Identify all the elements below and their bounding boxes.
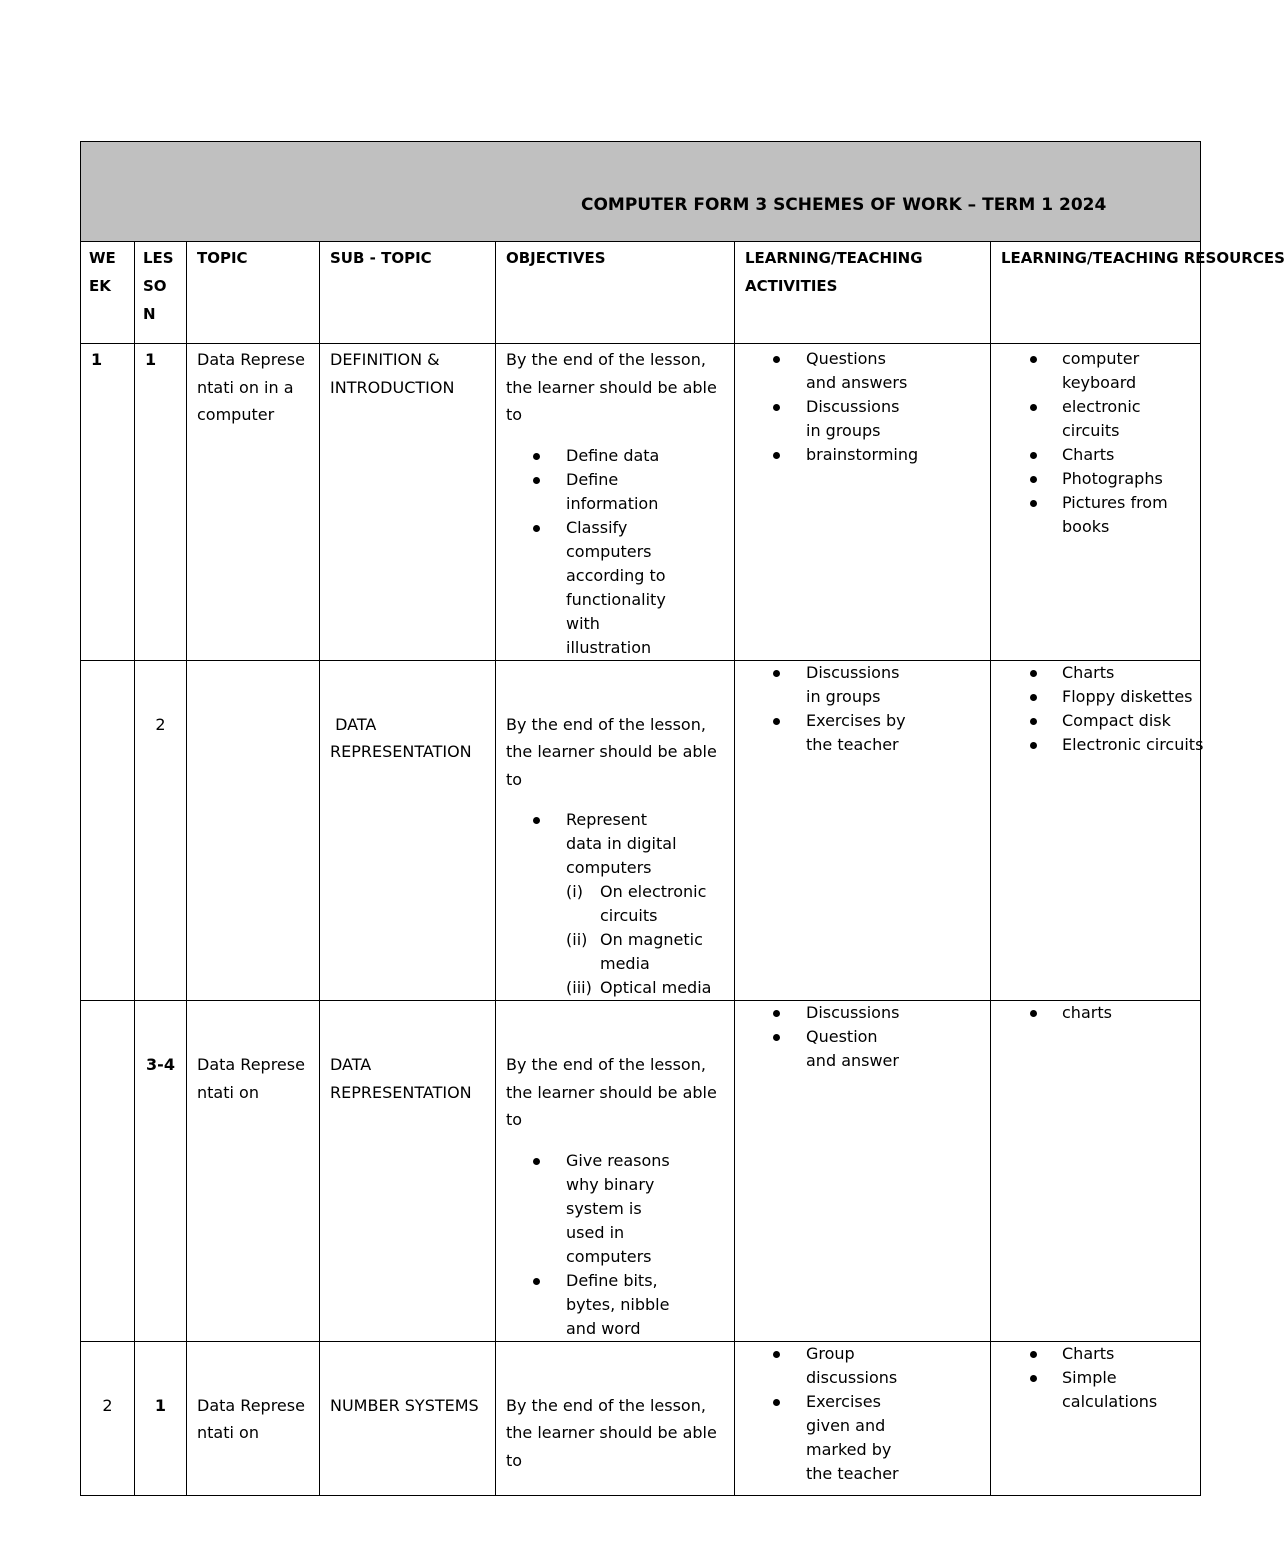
subtopic-cell: DEFINITION & INTRODUCTION	[320, 344, 496, 661]
lesson-cell: 1	[135, 344, 187, 661]
activities-cell	[735, 1001, 991, 1342]
list-item: Group discussions	[735, 1342, 920, 1390]
resources-cell	[991, 344, 1201, 661]
table-row	[81, 1341, 1201, 1495]
objectives-cell	[496, 344, 735, 661]
activities-cell	[735, 1341, 991, 1495]
header-topic: TOPIC	[187, 242, 320, 344]
topic-cell	[187, 660, 320, 1001]
resources-cell	[991, 1001, 1201, 1342]
list-item: Discussions	[735, 1001, 910, 1025]
sub-objective-list	[496, 880, 726, 1000]
list-item: brainstorming	[735, 443, 910, 467]
subtopic-cell: NUMBER SYSTEMS	[320, 1341, 496, 1495]
objective-list	[496, 444, 676, 660]
header-subtopic: SUB - TOPIC	[320, 242, 496, 344]
header-resources: LEARNING/TEACHING RESOURCES	[991, 242, 1201, 344]
list-item: Discussions in groups	[735, 661, 910, 709]
list-item: Define data	[496, 444, 676, 468]
resource-list	[991, 1342, 1176, 1414]
list-item: Charts	[991, 443, 1176, 467]
activities-cell	[735, 660, 991, 1001]
lesson-cell: 1	[135, 1341, 187, 1495]
list-item: Question and answer	[735, 1025, 910, 1073]
topic-cell: Data Representati on	[187, 1341, 320, 1495]
list-item: Give reasons why binary system is used in computers	[496, 1149, 681, 1269]
activity-list	[735, 1342, 920, 1486]
lesson-cell: 2	[135, 660, 187, 1001]
activity-list	[735, 661, 910, 757]
list-item: Define information	[496, 468, 676, 516]
list-item: Questions and answers	[735, 347, 910, 395]
list-item: Discussions in groups	[735, 395, 910, 443]
resource-list	[991, 661, 1204, 757]
table-row	[81, 344, 1201, 661]
header-week: WE EK	[81, 242, 135, 344]
list-item: Exercises given and marked by the teacher	[735, 1390, 920, 1486]
list-item: Floppy diskettes	[991, 685, 1200, 709]
list-item: computer keyboard	[991, 347, 1176, 395]
list-item: Represent data in digital computers	[496, 808, 686, 880]
scheme-of-work-table	[80, 141, 1285, 1496]
week-cell: 2	[81, 1341, 135, 1495]
list-item: Pictures from books	[991, 491, 1176, 539]
objectives-cell	[496, 1341, 735, 1495]
objective-lead: By the end of the lesson, the learner should be able to	[506, 350, 717, 424]
objective-list	[496, 808, 686, 880]
activities-cell	[735, 344, 991, 661]
resources-cell	[991, 1341, 1201, 1495]
resource-list	[991, 1001, 1200, 1025]
objective-lead: By the end of the lesson, the learner should be able to	[506, 1055, 717, 1129]
table-row	[81, 660, 1201, 1001]
list-item: Simple calculations	[991, 1366, 1176, 1414]
resources-cell	[991, 660, 1204, 1001]
document-title: COMPUTER FORM 3 SCHEMES OF WORK – TERM 1 2024	[581, 195, 1107, 215]
objectives-cell	[496, 1001, 735, 1342]
header-row	[81, 242, 1201, 344]
list-item: Define bits, bytes, nibble and word	[496, 1269, 681, 1341]
week-cell	[81, 1001, 135, 1342]
topic-cell: Data Representati on	[187, 1001, 320, 1342]
list-item: (i) On electronic circuits	[566, 882, 707, 925]
list-item: Classify computers according to functionality with illustration	[496, 516, 676, 660]
activity-list	[735, 1001, 910, 1073]
topic-cell: Data Representati on in a computer	[187, 344, 320, 661]
list-item: electronic circuits	[991, 395, 1176, 443]
header-objectives: OBJECTIVES	[496, 242, 735, 344]
header-activities: LEARNING/TEACHING ACTIVITIES	[735, 242, 991, 344]
list-item: Compact disk	[991, 709, 1200, 733]
week-cell: 1	[81, 344, 135, 661]
list-item: Exercises by the teacher	[735, 709, 910, 757]
list-item: charts	[991, 1001, 1200, 1025]
resource-list	[991, 347, 1176, 539]
list-item: (iii) Optical media	[566, 978, 712, 997]
objective-lead: By the end of the lesson, the learner should be able to	[506, 714, 717, 789]
list-item: Photographs	[991, 467, 1176, 491]
week-cell	[81, 660, 135, 1001]
lesson-cell: 3-4	[135, 1001, 187, 1342]
table-row	[81, 1001, 1201, 1342]
title-cell	[81, 142, 1201, 242]
list-item: Electronic circuits	[991, 733, 1200, 757]
objective-lead: By the end of the lesson, the learner should be able to	[506, 1395, 717, 1470]
objectives-cell	[496, 660, 735, 1001]
list-item: (ii) On magnetic media	[566, 930, 703, 973]
subtopic-cell: DATA REPRESENTATION	[320, 1001, 496, 1342]
activity-list	[735, 347, 919, 467]
header-lesson: LES SO N	[135, 242, 187, 344]
list-item: Charts	[991, 661, 1200, 685]
subtopic-cell: DATA REPRESENTATION	[320, 660, 496, 1001]
objective-list	[496, 1149, 681, 1341]
list-item: Charts	[991, 1342, 1176, 1366]
